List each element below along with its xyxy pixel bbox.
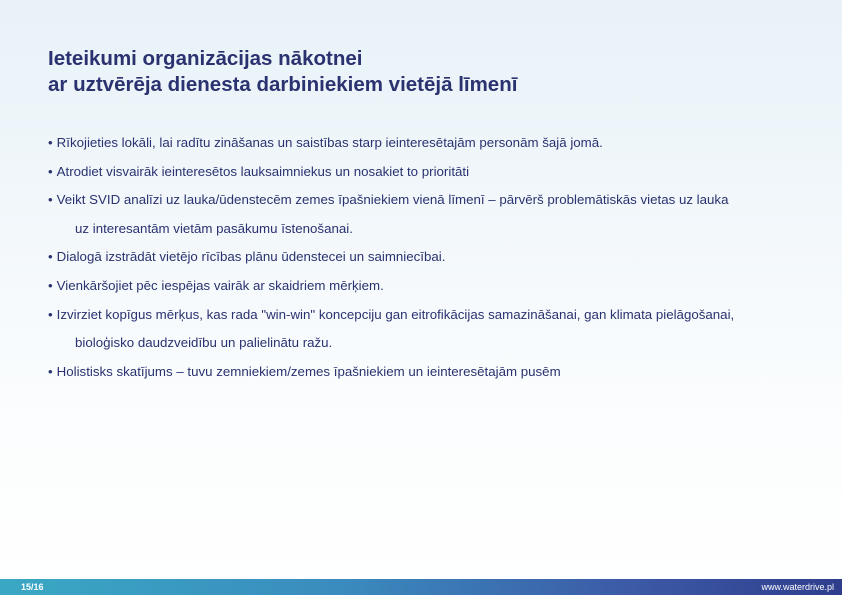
bullet-icon: •: [48, 277, 53, 293]
recommendations-list: [48, 129, 808, 386]
page-number: 15/16: [21, 582, 44, 592]
list-item-continuation: uz interesantām vietām pasākumu īstenošanai.: [75, 220, 353, 236]
list-item: [48, 301, 808, 358]
slide-title-line-1: Ieteikumi organizācijas nākotnei: [48, 47, 363, 70]
list-item-text: Dialogā izstrādāt vietējo rīcības plānu ūdenstecei un saimniecībai.: [56, 249, 446, 265]
list-item: [48, 243, 808, 272]
slide-title-line-2: ar uztvērēja dienesta darbiniekiem vietējā līmenī: [48, 73, 518, 96]
list-item: [48, 186, 808, 243]
bullet-icon: •: [48, 363, 53, 379]
bullet-icon: •: [48, 249, 53, 265]
website-link[interactable]: www.waterdrive.pl: [761, 582, 834, 592]
list-item: [48, 129, 808, 158]
list-item-text: Atrodiet visvairāk ieinteresētos lauksaimniekus un nosakiet to prioritāti: [56, 163, 470, 179]
list-item-text: Rīkojieties lokāli, lai radītu zināšanas un saistības starp ieinteresētajām personām šajā jomā.: [56, 135, 603, 150]
bullet-icon: •: [48, 135, 53, 150]
bullet-icon: •: [48, 192, 53, 208]
list-item-text: Holistisks skatījums – tuvu zemniekiem/zemes īpašniekiem un ieinteresētajām pusēm: [56, 363, 561, 379]
list-item-text: Izvirziet kopīgus mērķus, kas rada "win-win" koncepciju gan eitrofikācijas samazināšanai, gan klimata pielāgošanai,: [56, 306, 735, 322]
list-item: [48, 272, 808, 301]
list-item: [48, 358, 808, 387]
list-item-continuation: bioloģisko daudzveidību un palielinātu ražu.: [75, 335, 333, 351]
slide-title: [48, 46, 517, 98]
list-item: [48, 158, 808, 187]
list-item-text: Veikt SVID analīzi uz lauka/ūdenstecēm zemes īpašniekiem vienā līmenī – pārvērš problemātiskās vietas uz lauka: [56, 192, 729, 208]
bullet-icon: •: [48, 163, 53, 179]
footer-bar: [0, 579, 842, 595]
bullet-icon: •: [48, 306, 53, 322]
list-item-text: Vienkāršojiet pēc iespējas vairāk ar skaidriem mērķiem.: [56, 277, 384, 293]
